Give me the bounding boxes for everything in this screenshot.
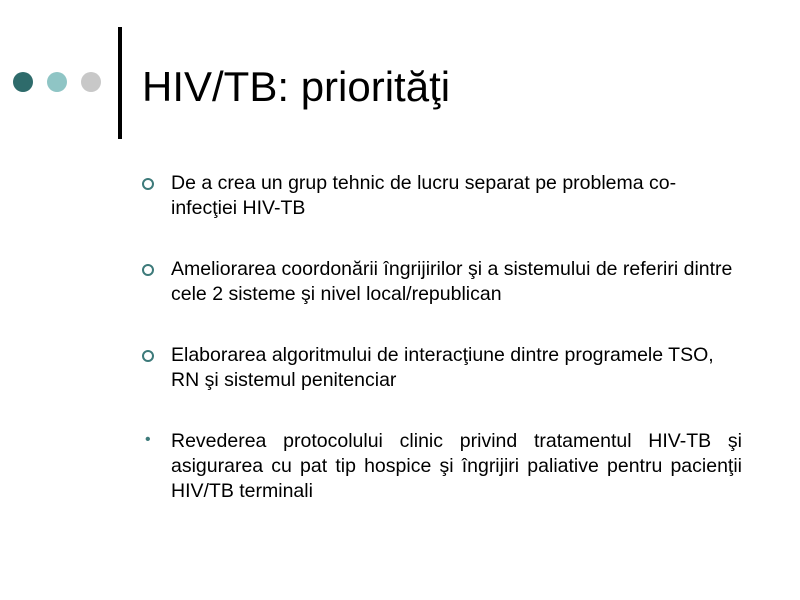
bullet-text: Ameliorarea coordonării îngrijirilor şi a sistemului de referiri dintre cele 2 sisteme şi nivel local/republican	[171, 258, 733, 305]
bullet-list	[142, 171, 742, 504]
decorative-dot-gray	[81, 72, 101, 92]
title-divider-bar	[118, 27, 122, 139]
bullet-item	[142, 257, 742, 307]
decorative-dot-dark	[13, 72, 33, 92]
ring-bullet-icon	[142, 350, 154, 362]
slide-title: HIV/TB: priorităţi	[142, 63, 451, 110]
bullet-item	[142, 429, 742, 504]
bullet-item	[142, 343, 742, 393]
bullet-text: Elaborarea algoritmului de interacţiune dintre programele TSO, RN şi sistemul penitenciar	[171, 344, 714, 391]
decorative-dot-light	[47, 72, 67, 92]
bullet-item	[142, 171, 742, 221]
ring-bullet-icon	[142, 264, 154, 276]
ring-bullet-icon	[142, 178, 154, 190]
dot-bullet-icon: •	[145, 431, 151, 448]
bullet-text: De a crea un grup tehnic de lucru separat pe problema co-infecţiei HIV-TB	[171, 172, 677, 219]
bullet-text: Revederea protocolului clinic privind tratamentul HIV-TB şi asigurarea cu pat tip hospice şi îngrijiri paliative pentru pacienţii HIV/TB terminali	[171, 430, 742, 502]
